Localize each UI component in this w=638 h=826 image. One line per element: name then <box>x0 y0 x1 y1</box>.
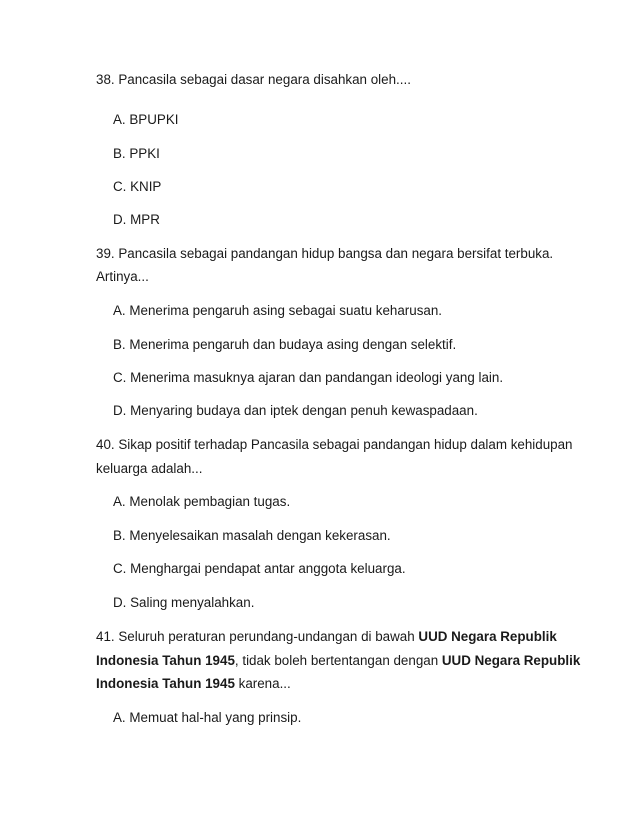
option-38-c: C. KNIP <box>113 179 162 194</box>
question-39-line2: Artinya... <box>96 269 149 284</box>
question-38 <box>96 71 411 89</box>
option-40-d: D. Saling menyalahkan. <box>113 595 255 610</box>
question-41-line2 <box>96 652 580 670</box>
question-number: 41. <box>96 629 115 644</box>
option-39-a: A. Menerima pengaruh asing sebagai suatu keharusan. <box>113 303 443 318</box>
option-39-c: C. Menerima masuknya ajaran dan pandangan ideologi yang lain. <box>113 370 504 385</box>
question-text-bold4: Indonesia Tahun 1945 <box>96 676 235 691</box>
question-number: 38. <box>96 72 115 87</box>
option-39-d: D. Menyaring budaya dan iptek dengan penuh kewaspadaan. <box>113 403 478 418</box>
question-number: 39. <box>96 246 115 261</box>
question-text-line1: Pancasila sebagai pandangan hidup bangsa dan negara bersifat terbuka. <box>118 246 554 261</box>
option-40-b: B. Menyelesaikan masalah dengan kekerasan. <box>113 528 391 543</box>
question-number: 40. <box>96 437 115 452</box>
option-38-b: B. PPKI <box>113 146 160 161</box>
question-text: Pancasila sebagai dasar negara disahkan oleh.... <box>118 72 411 87</box>
option-38-a: A. BPUPKI <box>113 112 179 127</box>
question-text-line1: Sikap positif terhadap Pancasila sebagai pandangan hidup dalam kehidupan <box>118 437 573 452</box>
question-40-line2: keluarga adalah... <box>96 461 203 476</box>
question-text-part3: karena... <box>234 676 291 691</box>
question-text-part2: , tidak boleh bertentangan dengan <box>234 653 442 668</box>
question-text-bold2: Indonesia Tahun 1945 <box>96 653 235 668</box>
option-38-d: D. MPR <box>113 212 160 227</box>
question-text-bold1: UUD Negara Republik <box>418 629 557 644</box>
option-39-b: B. Menerima pengaruh dan budaya asing dengan selektif. <box>113 337 457 352</box>
question-40 <box>96 436 573 454</box>
option-40-a: A. Menolak pembagian tugas. <box>113 494 291 509</box>
question-41-line3 <box>96 675 291 693</box>
question-text-bold3: UUD Negara Republik <box>441 653 581 668</box>
option-40-c: C. Menghargai pendapat antar anggota keluarga. <box>113 561 406 576</box>
option-41-a: A. Memuat hal-hal yang prinsip. <box>113 710 302 725</box>
question-text-part1: Seluruh peraturan perundang-undangan di bawah <box>118 629 419 644</box>
question-39 <box>96 245 553 263</box>
question-41-line1 <box>96 628 557 646</box>
